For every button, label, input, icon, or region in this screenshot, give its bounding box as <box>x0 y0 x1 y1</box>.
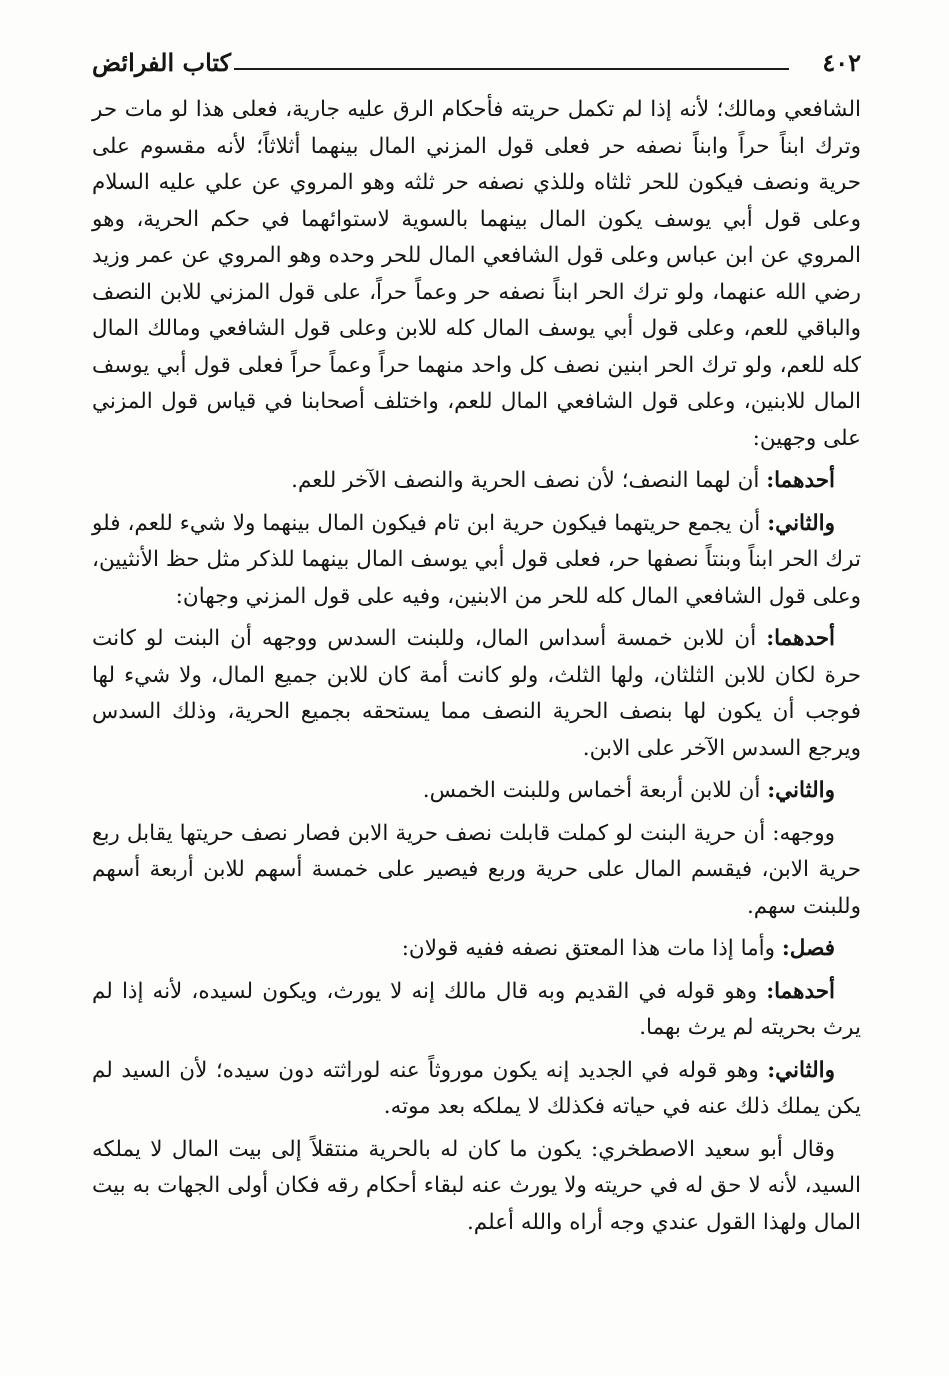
header-rule <box>234 68 789 70</box>
page-header <box>92 46 861 86</box>
paragraph: أحدهما: أن لهما النصف؛ لأن نصف الحرية والنصف الآخر للعم. <box>291 468 835 493</box>
paragraph: أحدهما: أن للابن خمسة أسداس المال، وللبنت السدس ووجهه أن البنت لو كانت حرة لكان للابن الثلثان، ولها الثلث، ولو كانت أمة كان للابن جميع المال، ولا شيء لها فوجب أن يكون لها بنصف الحرية النصف مما يستحقه بجميع الحرية، وذلك السدس ويرجع السدس الآخر على الابن. <box>92 626 861 761</box>
paragraph-label: والثاني: <box>767 510 836 536</box>
paragraph: وقال أبو سعيد الاصطخري: يكون ما كان له بالحرية منتقلاً إلى بيت المال لا يملكه السيد، لأنه لا حق له في حريته ولا يورث عنه لبقاء أحكام رقه فكان أولى الجهات به بيت المال ولهذا القول عندي وجه أراه والله أعلم. <box>92 1136 861 1235</box>
page-body <box>92 92 861 1247</box>
paragraph-label: أحدهما: <box>766 978 835 1004</box>
paragraph-label: والثاني: <box>767 1057 835 1083</box>
paragraph: والثاني: أن يجمع حريتهما فيكون حرية ابن تام فيكون المال بينهما ولا شيء للعم، فلو ترك الحر ابناً وبنتاً نصفها حر، فعلى قول أبي يوسف المال بينهما للذكر مثل حظ الأنثيين، وعلى قول الشافعي المال كله للحر من الابنين، وفيه على قول المزني وجهان: <box>92 510 861 609</box>
paragraph: فصل: وأما إذا مات هذا المعتق نصفه ففيه قولان: <box>401 936 835 961</box>
book-title: كتاب الفرائض <box>92 48 232 77</box>
paragraph-label: أحدهما: <box>766 468 835 493</box>
paragraph-label: أحدهما: <box>766 626 835 651</box>
page-number: ٤٠٢ <box>822 48 861 77</box>
paragraph-label: فصل: <box>781 936 835 961</box>
paragraph: ووجهه: أن حرية البنت لو كملت قابلت نصف حرية الابن فصار نصف حريتها يقابل ربع حرية الابن، فيقسم المال على حرية وربع فيصير على خمسة أسهم للابن أربعة أسهم وللبنت سهم. <box>92 820 861 919</box>
paragraph: الشافعي ومالك؛ لأنه إذا لم تكمل حريته فأحكام الرق عليه جارية، فعلى هذا لو مات حر وترك ابناً حراً وابناً نصفه حر فعلى قول المزني المال بينهما أثلاثاً؛ لأنه مقسوم على حرية ونصف فيكون للحر ثلثاه وللذي نصفه حر ثلثه وهو المروي عن علي عليه السلام وعلى قول أبي يوسف يكون المال بينهما بالسوية لاستوائهما في حكم الحرية، وهو المروي عن ابن عباس وعلى قول الشافعي المال للحر وحده وهو المروي عن عمر وزيد رضي الله عنهما، ولو ترك الحر ابناً نصفه حر وعماً حراً، على قول المزني للابن النصف والباقي للعم، وعلى قول أبي يوسف المال كله للابن وعلى قول الشافعي ومالك المال كله للعم، ولو ترك الحر ابنين نصف كل واحد منهما حراً وعماً حراً فعلى قول أبي يوسف المال للابنين، وعلى قول الشافعي المال للعم، واختلف أصحابنا في قياس قول المزني على وجهين: <box>92 97 861 451</box>
paragraph: والثاني: وهو قوله في الجديد إنه يكون موروثاً عنه لوراثته دون سيده؛ لأن السيد لم يكن يملك ذلك عنه في حياته فكذلك لا يملكه بعد موته. <box>92 1057 861 1119</box>
paragraph-label: والثاني: <box>767 778 835 803</box>
paragraph: والثاني: أن للابن أربعة أخماس وللبنت الخمس. <box>422 778 835 803</box>
paragraph: أحدهما: وهو قوله في القديم وبه قال مالك إنه لا يورث، ويكون لسيده، لأنه إذا لم يرث بحريته لم يرث بهما. <box>92 978 861 1040</box>
